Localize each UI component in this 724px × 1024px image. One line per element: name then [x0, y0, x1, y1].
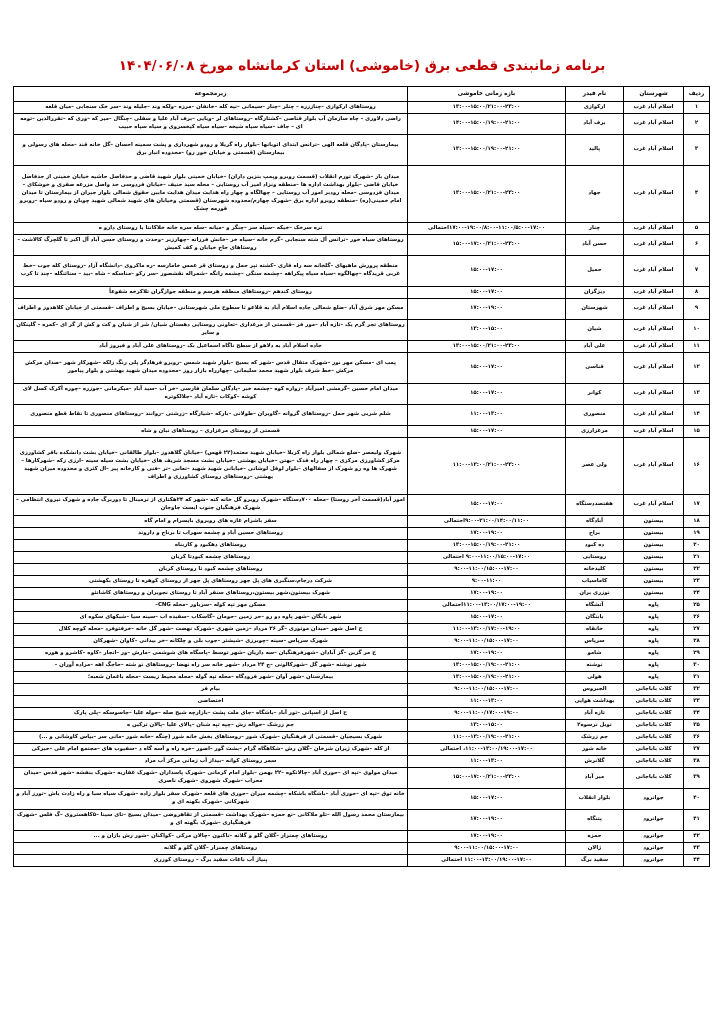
cell-feeder: سرپاس	[566, 636, 624, 648]
cell-subcategory: شهرک ولیعصر –ضلع شمالی بلوار راه کربلا –خیابان شهید معتمد(۲۲ قهس) –خیابان گلاهدوز –بلوار طالقانی –خیابان بشت دانشکده باقر کشاورزی مرکز کشاورزی مرکزی – چهار راه فدک –بهتن –خیابان بهشتی –خیابان بشت مسجد شریف های –خیابان بشت سیله سینه –ارزی زکه –شهرکارها –شهرک ها وه رو شهرک از سفالهای –بلوار لوقل لوشانی –خیابانی شهید شهید –تعانی –تر –فنی و کارخانه پیر –ال کثری و محدوده میران شهید بهشتی –روستاهای روستای کشاورزی و اطراف	[14, 438, 408, 495]
cell-shahrestan: کلات باباجانی	[624, 768, 684, 789]
table-row	[14, 789, 710, 810]
table-row	[14, 405, 710, 426]
cell-radif: ۱۹	[684, 528, 710, 540]
table-row	[14, 516, 710, 528]
cell-subcategory: روستاهای ارکوازی –چناززره – چنلر –چنار –سیمانی –نیه کله –خانفان –مرزه –ولکه وند –جلیله وند –سر خک سنجابی –میان قلعه	[14, 102, 408, 114]
cell-feeder: ژالان	[566, 843, 624, 855]
cell-radif: ۳۴	[684, 708, 710, 720]
cell-subcategory: روستاهای چمنزار –گلان گلو و گلانه –تاکنون –چالان مرکی –کواکنان –شور رش بازان و ...	[14, 831, 408, 843]
cell-radif: ۱۶	[684, 438, 710, 495]
table-row	[14, 353, 710, 384]
table-row	[14, 624, 710, 636]
cell-shahrestan: اسلام آباد غرب	[624, 426, 684, 438]
cell-outage-time: ۱۵:۰۰-۱۷:۰۰	[408, 789, 566, 810]
cell-radif: ۹	[684, 299, 710, 320]
table-row	[14, 588, 710, 600]
cell-shahrestan: اسلام آباد غرب	[624, 223, 684, 235]
cell-outage-time: ۹:۰۰-۲۱:۰۰/۱۴:۰۰/۱۱:۰۰احتمالی	[408, 516, 566, 528]
cell-feeder: نوشنه	[566, 660, 624, 672]
cell-radif: ۲	[684, 114, 710, 135]
cell-radif: ۳۹	[684, 768, 710, 789]
cell-outage-time: ۱۳:۰۰-۱۵:۰۰/۱۹:۰۰-۲۱:۰۰	[408, 660, 566, 672]
cell-outage-time: ۱۱:۰۰-۱۳:۰۰/۲۱:۰۰-۲۳:۰۰	[408, 438, 566, 495]
cell-outage-time: ۱۵:۰۰-۱۷:۰۰	[408, 287, 566, 299]
cell-subcategory: سفر باشرام غازه های روبروی بایسرام و امام گاه	[14, 516, 408, 528]
cell-radif: ۳۳	[684, 696, 710, 708]
cell-subcategory: بیمارستان –شهر آوان –شهر فرودگاه –محله تپه گوله –محله محیط زیست –محله باغمان شعبه؛	[14, 672, 408, 684]
cell-feeder: جم زرشک	[566, 732, 624, 744]
table-row	[14, 384, 710, 405]
cell-shahrestan: جوانرود	[624, 810, 684, 831]
cell-feeder: برف آباد	[566, 114, 624, 135]
cell-outage-time: ۹:۰۰-۱۱:۰۰/۱۵:۰۰-۱۷:۰۰	[408, 684, 566, 696]
cell-outage-time: ۱۷:۰۰-۱۹:۰۰	[408, 810, 566, 831]
cell-radif: ۵	[684, 223, 710, 235]
table-row	[14, 287, 710, 299]
cell-subcategory: روستاهای سیاه خور –ترانس آل شته سنجابی –گرم خانه –سیاه خر –خانش فرزانه –چهارزبر –وحدت و روستای حسن آباد آل اکبر تا گلچرگ کالاشت – روستاهای حاج خیابان و کف کمیش	[14, 235, 408, 256]
cell-subcategory: شهرک بسیجیان –قسمتی از فرهنگیان –شهرک شور –روستاهای بخش خانه شور (چنگه –خانه شور –مانی سر –بیاس کاوشانی و ...)	[14, 732, 408, 744]
cell-shahrestan: کلات باباجانی	[624, 696, 684, 708]
table-row	[14, 636, 710, 648]
table-row	[14, 720, 710, 732]
cell-subcategory: روستاهای چشمه کبود تا روستای کربان	[14, 564, 408, 576]
cell-outage-time: ۱۳:۰۰-۱۵:۰۰/۱۹:۰۰-۲۱:۰۰	[408, 672, 566, 684]
cell-shahrestan: پاوه	[624, 660, 684, 672]
table-row	[14, 600, 710, 612]
cell-subcategory: قسمتی از روستای مرغزاری – روستاهای نبان و شاه	[14, 426, 408, 438]
cell-feeder: ولی عصر	[566, 438, 624, 495]
cell-feeder: دیزگران	[566, 287, 624, 299]
cell-feeder: میر آباد	[566, 768, 624, 789]
cell-shahrestan: اسلام آباد غرب	[624, 384, 684, 405]
cell-shahrestan: پاوه	[624, 624, 684, 636]
table-row	[14, 135, 710, 166]
cell-feeder: حسن آباد	[566, 235, 624, 256]
cell-radif: ۲۸	[684, 636, 710, 648]
table-row	[14, 576, 710, 588]
cell-outage-time: ۱۱:۰۰-۱۳:۰۰	[408, 405, 566, 426]
cell-outage-time: ۱۵:۰۰-۱۷:۰۰	[408, 256, 566, 287]
cell-outage-time: ۱۳:۰۰-۱۵:۰۰/۱۹:۰۰-۲۱:۰۰	[408, 540, 566, 552]
cell-subcategory: میدان امام حسین –گرمشی امیرآباد –زواره کوه –چشمه خبر –پادگان سلمان فارسی –خر آب –سید آباد –میکرمانی –جوزره –چوره آکرک کسل لای کوشه –کوکاب –تازه آباد –جلالکوتره	[14, 384, 408, 405]
cell-outage-time: ۱۱:۰۰-۱۳:۰۰/۱۷:۰۰-۱۹:۰۰احتمالی	[408, 600, 566, 612]
cell-subcategory: امور آباد(قسمت آخر روستا) –محله ۷۰۰دستگاه –شهرک روبرو گل خانه کنه –شهر که ۲۴هکتاری از ترمینال تا دوربرگ جاده و شهرک نیروی انتظامی – شهرک فرهنگیان جنوب ایست جاوجان	[14, 495, 408, 516]
column-header-radif: ردیف	[684, 87, 710, 102]
outage-schedule-table	[13, 86, 710, 867]
cell-subcategory: شهر بابگان –شهر پاوه دو رو –حر زمین –حومان –گاسکاب –سفیده اب –سینه سیا –شبکهای سکوه ای	[14, 612, 408, 624]
table-row	[14, 855, 710, 867]
cell-outage-time: ۱۱:۰۰-۱۳:۰۰	[408, 696, 566, 708]
cell-shahrestan: اسلام آباد غرب	[624, 320, 684, 341]
cell-feeder: چنار	[566, 223, 624, 235]
cell-feeder: حمیل	[566, 256, 624, 287]
cell-shahrestan: پاوه	[624, 672, 684, 684]
cell-feeder: قناسی	[566, 353, 624, 384]
cell-subcategory: شلم شربی شهر حمل –روستاهای گروانه –گاوبران –طولانی –بارکه –شیارگاه –زرشتی –روانند –روستاهای منصوری تا نقاط قطع منصوری	[14, 405, 408, 426]
cell-feeder: کلیدخانه	[566, 564, 624, 576]
cell-shahrestan: بیستون	[624, 552, 684, 564]
cell-shahrestan: پاوه	[624, 600, 684, 612]
cell-shahrestan: جوانرود	[624, 831, 684, 843]
table-row	[14, 831, 710, 843]
cell-feeder: هفتصددستگاه	[566, 495, 624, 516]
table-row	[14, 166, 710, 223]
cell-subcategory: روستاهای چمنزار –گلان گلو و گلانه	[14, 843, 408, 855]
cell-subcategory: ح اصل شهر –میدان موتوری –گر ۲۶ مرداد –زمین شهری –شهرک نهضت –شهر گل خانه –خرفتوفرد –محله کوچه کلال	[14, 624, 408, 636]
cell-radif: ۲۹	[684, 648, 710, 660]
table-row	[14, 426, 710, 438]
table-row	[14, 684, 710, 696]
cell-feeder: کوانر	[566, 384, 624, 405]
table-row	[14, 495, 710, 516]
table-header-row	[14, 87, 710, 102]
cell-outage-time: ۱۵:۰۰-۱۷:۰۰	[408, 353, 566, 384]
cell-subcategory: شرکت درجام،سنگبری های پل جهر روستاهای پل جهر از روستای کوهره تا روستای بکهشتی	[14, 576, 408, 588]
cell-subcategory: مسکن مهر شرق آباد –ضلع شمالی جاده اسلام آباد به قلاعو تا سطوح ملی شهرستانی –خیابان بسیج و اطراف –قسمتی از خیابان کلاهدوز و اطراف	[14, 299, 408, 320]
column-header-baze: بازه زمانی خاموشی	[408, 87, 566, 102]
cell-subcategory: روستاهای دهکبود و کاربناه	[14, 540, 408, 552]
cell-outage-time: ۱۳:۰۰-۱۵:۰۰	[408, 320, 566, 341]
cell-shahrestan: اسلام آباد غرب	[624, 235, 684, 256]
cell-shahrestan: کلات باباجانی	[624, 732, 684, 744]
table-body	[14, 102, 710, 867]
cell-outage-time: ۱۳:۰۰-۱۵:۰۰/۲۱:۰۰-۲۳:۰۰	[408, 102, 566, 114]
cell-radif: ۴	[684, 166, 710, 223]
cell-shahrestan: اسلام آباد غرب	[624, 341, 684, 353]
table-row	[14, 744, 710, 756]
cell-radif: ۲۵	[684, 600, 710, 612]
cell-radif: ۱۵	[684, 426, 710, 438]
cell-radif: ۳	[684, 135, 710, 166]
cell-outage-time: ۱۵:۰۰-۱۷:۰۰	[408, 495, 566, 516]
cell-radif: ۴۲	[684, 831, 710, 843]
table-row	[14, 102, 710, 114]
cell-shahrestan: پاوه	[624, 648, 684, 660]
cell-shahrestan: بیستون	[624, 516, 684, 528]
cell-radif: ۲۱	[684, 552, 710, 564]
cell-radif: ۳۵	[684, 720, 710, 732]
cell-shahrestan: کلات باباجانی	[624, 708, 684, 720]
schedule-table-container	[14, 86, 710, 867]
cell-feeder: علی آباد	[566, 341, 624, 353]
cell-feeder: الجبروس	[566, 684, 624, 696]
table-row	[14, 756, 710, 768]
table-row	[14, 648, 710, 660]
cell-feeder: مرغزارزی	[566, 426, 624, 438]
column-header-shahrestan: شهرستان	[624, 87, 684, 102]
cell-radif: ۳۲	[684, 684, 710, 696]
cell-outage-time: ۱۱:۰۰-۱۳:۰۰/۱۷:۰۰-۱۹:۰۰	[408, 624, 566, 636]
table-row	[14, 768, 710, 789]
cell-radif: ۳۶	[684, 732, 710, 744]
cell-shahrestan: جوانرود	[624, 789, 684, 810]
cell-subcategory: تره سرخک –خیکه –سیله سر –چنگر و –میانه –سله سره خانه خلاکانتا یا روستای دارو ه	[14, 223, 408, 235]
cell-outage-time: ۹:۰۰-۱۱:۰۰/۱۵:۰۰-۱۷:۰۰	[408, 636, 566, 648]
cell-outage-time: ۱۳:۰۰-۱۵:۰۰/۱۹:۰۰-۲۱:۰۰	[408, 135, 566, 166]
cell-outage-time: ۹:۰۰-۱۱:۰۰/۱۵:۰۰-۱۷:۰۰	[408, 564, 566, 576]
cell-subcategory: روستای کندهم –روستاهای منطقه هرسم و منطقه جوازگران تلاکرخه شفوعاً	[14, 287, 408, 299]
cell-radif: ۲۴	[684, 588, 710, 600]
cell-radif: ۲۰	[684, 540, 710, 552]
cell-subcategory: شهرک بیستون،شهر بیستون،روستاهای سنفر آباد تا روستای نجوبران و روستاهای کاشانئو	[14, 588, 408, 600]
cell-feeder: بابنگان	[566, 612, 624, 624]
cell-feeder: روستایی	[566, 552, 624, 564]
table-header	[14, 87, 710, 102]
cell-subcategory: بیمارستان محمد رسول الله –تلو ملاکانی –تع حمزه –شهرک بهداشت –قسمتی از تقاهروضی –میدان بسیج –تای سینا –۵کاهستروی –گ فلس –شهرک فرهنگیاری –شهرک بگهنه ای و	[14, 810, 408, 831]
cell-radif: ۳۸	[684, 756, 710, 768]
cell-subcategory: ح اصل از اسپانی –تور آباد –باشگاه –جای ملت پشت –بازارچه شیخ صله –حوله علیا –جاسوسکه –پلی پارک	[14, 708, 408, 720]
cell-outage-time: ۱۴:۰۰-۱۵:۰۰/۱۹:۰۰-۲۱:۰۰	[408, 114, 566, 135]
cell-radif: ۴۳	[684, 843, 710, 855]
cell-feeder: ده کبود	[566, 540, 624, 552]
table-row	[14, 114, 710, 135]
cell-feeder: پالید	[566, 135, 624, 166]
cell-feeder: منصوری	[566, 405, 624, 426]
table-row	[14, 438, 710, 495]
cell-subcategory: میدان مولوی –تپه ای –حوری آباد –چالانکوه –۲۲ بهمن –بلوار امام کرمانی –شهرک پاسداران –شهرک غفاریه –شهرک بنفشه –شهر قدس –میدان محراب –شهرک شهروی –شهرک ناصری	[14, 768, 408, 789]
cell-subcategory: میدان بار –شهرک تورم انقلاب (قسمت روبرو وپمپ بنزین داران) –خیابان خمینی بلوار شهید قاضی و حدفاصل حاشیه خیابان خمینی از حدفاصل خیابان قاضی –بلوار بهداشت اداره ها –منطقه ونزاد امیر آب روستایی – محله سید حنیف –خیابان فردوسی حد واصل مزرعه صفری و خوشکای –میدان فردوسی –محله رودبر امور آب روستایی – چهالگاه و چهار راه هدایت میدان هدایت مابین حقوق شمالی بلوار جبران از بیمارستان تا میدان امام خمینی(ره) –منطقه روبرو اداره برق –شهرک چهارم/محدوده شهرستان (قسمتی وخیابان های شهید شمالی شهید چوبان و رودو سیاه –روبرو قورمه چشک	[14, 166, 408, 223]
cell-radif: ۲۶	[684, 612, 710, 624]
cell-shahrestan: جوانرود	[624, 855, 684, 867]
cell-subcategory: پمب ای –مسکن مهر نور –شهرک متقال قدس –شهر که بسیج –بلوار شهید شمس –روبرو فرهادگر پلی رنگ زلکه –شهرکار شهر –صدان مرکش مرکش –خط شرف بلوار شهید محمد سلیمانی –چهارراه بازار روز –محدوده میدان شهید بهشتی و بلوار پیامور	[14, 353, 408, 384]
table-row	[14, 528, 710, 540]
cell-shahrestan: اسلام آباد غرب	[624, 353, 684, 384]
table-row	[14, 235, 710, 256]
table-row	[14, 612, 710, 624]
cell-subcategory: شهر نوشته –شهر گل –شهرکالونی –چ ۲۴ مرداد –شهر خانه سر راه نهضا –روستاهای نو شته –حاجگ اهه –مراده آوران –	[14, 660, 408, 672]
cell-subcategory: بیام فر	[14, 684, 408, 696]
cell-subcategory: اختصاصی	[14, 696, 408, 708]
cell-outage-time: ۱۵:۰۰-۱۷:۰۰	[408, 426, 566, 438]
cell-subcategory: جاده اسلام آباد به دلاهو از سطح ناگاه اسماعیل بک –روستاهای علی آباد و فیروز آباد	[14, 341, 408, 353]
cell-feeder: شهرستان	[566, 299, 624, 320]
cell-outage-time: ۱۵:۰۰-۱۷:۰۰/۲۱:۰۰-۲۳:۰۰	[408, 235, 566, 256]
cell-shahrestan: بیستون	[624, 564, 684, 576]
cell-subcategory: راضی دلاوری – چاه سازمان آب بلوار قناصی –کشتارگاه –روستاهای لر –ویایی –برف آباد علیا و سفلی –چنگال –میر که –وری که –تقررالدین –تومه ای – جاف –سیاه سیاه شیخه –سیاه سیاه کیخسروی و سیاه سیاه حبیب	[14, 114, 408, 135]
cell-outage-time: ۱۱:۰۰-۱۳:۰۰/۱۹:۰۰-۱۷:۰۰، احتمالی	[408, 744, 566, 756]
table-row	[14, 320, 710, 341]
cell-feeder: پتنگاه	[566, 810, 624, 831]
cell-feeder: بهداشت هوایی	[566, 696, 624, 708]
cell-feeder: آبادگاه	[566, 516, 624, 528]
cell-shahrestan: اسلام آباد غرب	[624, 495, 684, 516]
cell-shahrestan: بیستون	[624, 576, 684, 588]
cell-feeder: خانه شور	[566, 744, 624, 756]
cell-feeder: براج	[566, 528, 624, 540]
cell-radif: ۱۷	[684, 495, 710, 516]
cell-shahrestan: اسلام آباد غرب	[624, 299, 684, 320]
table-row	[14, 660, 710, 672]
cell-shahrestan: اسلام آباد غرب	[624, 256, 684, 287]
table-row	[14, 672, 710, 684]
cell-subcategory: روستاهای حسین آباد و چشمه سهراب تا برناج و داروند	[14, 528, 408, 540]
table-row	[14, 696, 710, 708]
cell-radif: ۱۴	[684, 405, 710, 426]
cell-subcategory: پنیاژ آب باغات سفید برگ – روستای کوزری	[14, 855, 408, 867]
cell-subcategory: روستاهای چشمه کبودتا کربان	[14, 552, 408, 564]
cell-radif: ۲۲	[684, 564, 710, 576]
cell-shahrestan: کلات باباجانی	[624, 684, 684, 696]
cell-subcategory: ح مر گزین –گز آبادان –شهرفرهنگیان –سه داریان –شهر توسط –پاسگاه های شوشمی –مارش –ور –انجار –کاوه –کاشرو و هوره	[14, 648, 408, 660]
cell-feeder: شامو	[566, 648, 624, 660]
column-header-zirmajmue: زیرمجموعه	[14, 87, 408, 102]
cell-outage-time: ۱۵:۰۰-۱۷:۰۰	[408, 384, 566, 405]
cell-outage-time: ۱۱:۰۰-۱۳:۰۰	[408, 756, 566, 768]
cell-shahrestan: کلات باباجانی	[624, 720, 684, 732]
cell-shahrestan: اسلام آباد غرب	[624, 287, 684, 299]
cell-radif: ۸	[684, 287, 710, 299]
cell-outage-time: ۱۱:۰۰-۱۳:۰۰/۱۹:۰۰-۱۷:۰۰ احتمالی	[408, 855, 566, 867]
table-row	[14, 540, 710, 552]
column-header-feeder: نام فیدر	[566, 87, 624, 102]
table-row	[14, 223, 710, 235]
cell-subcategory: سمر روستای کوانه –بیداز آب زمانی مرکز آب مراد	[14, 756, 408, 768]
cell-radif: ۱۱	[684, 341, 710, 353]
cell-subcategory: منطقه پرورش ماهیهای –گلخانه سه راه فاری –کشته تپر حمل و روستای قر عمس خامارسه –ره ماکروی –دانشگاه آزاد –روستای کله جوب –خط غربی قریدگاه –چهالگوه –سیاه سیاه پیکراهه –چشمه سنگی –چشمه رانگه –شمراله نقشصور –سر رکو –مناسکه – شاه –بید – سنائنگله –چند تا کرب	[14, 256, 408, 287]
cell-subcategory: بیمارستان –پادگان قلعه الهی –ترانس ابتدای اتوبانها –بلوار راه گریلا و رودو شهرداری و پشت سمینه احسان –گل خانه قند –محله های رسولی و بیمارستان (قسمتی و خیابان خور رو) –محدوده انبار برق	[14, 135, 408, 166]
table-row	[14, 564, 710, 576]
cell-radif: ۱۲	[684, 353, 710, 384]
cell-shahrestan: کلات باباجانی	[624, 744, 684, 756]
cell-feeder: گلانرش	[566, 756, 624, 768]
table-row	[14, 552, 710, 564]
cell-outage-time: ۱۱:۰۰-۱۳:۰۰/۱۹:۰۰-۲۱:۰۰	[408, 732, 566, 744]
cell-radif: ۴۴	[684, 855, 710, 867]
cell-subcategory: خانه توق –تپه ای –حوری آباد –باشگاه باشکاه –چشمه میران –حوری های قلعه –شهرک سفر بلوار زاده –شهرک سیاه سبا و راه زادت باش –تورز آباد و شهرکانی –شهرک بکهنه ای و	[14, 789, 408, 810]
cell-outage-time: ۹:۰۰-۱۱:۰۰/۱۵:۰۰-۱۷:۰۰ احتمالی	[408, 552, 566, 564]
cell-feeder: خانقاه	[566, 624, 624, 636]
table-row	[14, 341, 710, 353]
cell-feeder: تازه آباد	[566, 708, 624, 720]
cell-outage-time: ۹:۰۰-۱۱:۰۰/۱۷:۰۰-۱۹:۰۰	[408, 708, 566, 720]
cell-radif: ۳۱	[684, 672, 710, 684]
cell-shahrestan: اسلام آباد غرب	[624, 438, 684, 495]
table-row	[14, 843, 710, 855]
cell-outage-time: ۹:۰۰-۱۱:۰۰	[408, 576, 566, 588]
cell-radif: ۲۷	[684, 624, 710, 636]
cell-shahrestan: پاوه	[624, 612, 684, 624]
cell-feeder: هولی	[566, 672, 624, 684]
cell-outage-time: ۹:۰۰-۱۱:۰۰/۱۵:۰۰-۱۷:۰۰	[408, 843, 566, 855]
cell-feeder: توبل نرسوه۲	[566, 720, 624, 732]
table-row	[14, 256, 710, 287]
cell-radif: ۱۸	[684, 516, 710, 528]
cell-shahrestan: بیستون	[624, 528, 684, 540]
cell-radif: ۱۰	[684, 320, 710, 341]
table-row	[14, 708, 710, 720]
cell-outage-time: ۱۷:۰۰-۱۹:۰۰	[408, 588, 566, 600]
cell-outage-time: ۱۵:۰۰-۱۷:۰۰/۲۱:۰۰-۲۳:۰۰	[408, 768, 566, 789]
cell-radif: ۱۳	[684, 384, 710, 405]
cell-subcategory: روستاهای تجر گرم یک –تازه آباد –مور فر –قسمتی از مرغداری –تعاونی روستایی دهستان شیان/ شر از شیان و کت و کش از گر ای –کمره – گلینکان و سایر	[14, 320, 408, 341]
cell-shahrestan: اسلام آباد غرب	[624, 114, 684, 135]
cell-shahrestan: اسلام آباد غرب	[624, 135, 684, 166]
cell-outage-time: ۱۷:۰۰-۱۹:۰۰/۸:۰۰-۱۱:۰۰/۵:۰۰-۱۷:۰۰احتمالی	[408, 223, 566, 235]
cell-subcategory: جم زرشک –حواله زش –چپه تپه شنان –پالای علیا –پالان ترکین ه	[14, 720, 408, 732]
cell-shahrestan: پاوه	[624, 636, 684, 648]
table-row	[14, 810, 710, 831]
cell-radif: ۷	[684, 256, 710, 287]
cell-radif: ۶	[684, 235, 710, 256]
cell-feeder: حمزه	[566, 831, 624, 843]
cell-shahrestan: اسلام آباد غرب	[624, 166, 684, 223]
cell-outage-time: ۱۷:۰۰-۱۹:۰۰	[408, 831, 566, 843]
cell-outage-time: ۱۷:۰۰-۱۹:۰۰	[408, 528, 566, 540]
cell-feeder: کاماسیاب	[566, 576, 624, 588]
cell-radif: ۱	[684, 102, 710, 114]
cell-outage-time: ۱۷:۰۰-۱۹:۰۰	[408, 648, 566, 660]
cell-radif: ۳۷	[684, 744, 710, 756]
cell-shahrestan: اسلام آباد غرب	[624, 102, 684, 114]
cell-feeder: آتشگاه	[566, 600, 624, 612]
table-row	[14, 732, 710, 744]
cell-subcategory: مسکن مهر تپه کوله –سرباور –محله CNG–	[14, 600, 408, 612]
cell-feeder: سفید برگ	[566, 855, 624, 867]
cell-subcategory: از کله –شهرک ژیران شرخان –گلان رش –شکاهگاه گرام –بشت گور –اصور –خره راه و آسه گاه د –سفیوب های –مجتمع امام علی –حبرکی	[14, 744, 408, 756]
table-row	[14, 299, 710, 320]
cell-outage-time: ۱۷:۰۰-۱۹:۰۰	[408, 299, 566, 320]
cell-feeder: نوزری بران	[566, 588, 624, 600]
cell-shahrestan: اسلام آباد غرب	[624, 405, 684, 426]
cell-outage-time: ۱۵:۰۰-۱۷:۰۰	[408, 612, 566, 624]
cell-radif: ۴۱	[684, 810, 710, 831]
cell-shahrestan: جوانرود	[624, 843, 684, 855]
cell-outage-time: ۱۳:۰۰-۱۵:۰۰	[408, 720, 566, 732]
cell-radif: ۲۳	[684, 576, 710, 588]
cell-feeder: شیان	[566, 320, 624, 341]
cell-feeder: ارکوازی	[566, 102, 624, 114]
cell-feeder: بلوار انقلاب	[566, 789, 624, 810]
cell-shahrestan: بیستون	[624, 540, 684, 552]
cell-outage-time: ۱۳:۰۰-۱۵:۰۰/۲۱:۰۰-۲۳:۰۰	[408, 166, 566, 223]
page-title: برنامه زمانبندی قطعی برق (خاموشی) استان کرمانشاه مورخ ۱۴۰۴/۰۶/۰۸	[118, 58, 606, 74]
cell-radif: ۳۰	[684, 660, 710, 672]
cell-shahrestan: بیستون	[624, 588, 684, 600]
cell-subcategory: شهرک سرپاس –سینه –چوبرزی –شیشتر –جوب بلی و چلکانه –خر بیدانی –کاوان –شهرکان	[14, 636, 408, 648]
cell-feeder: جهاد	[566, 166, 624, 223]
cell-radif: ۴۰	[684, 789, 710, 810]
cell-shahrestan: کلات باباجانی	[624, 756, 684, 768]
cell-outage-time: ۱۳:۰۰-۱۵:۰۰/۲۱:۰۰-۲۳:۰۰	[408, 341, 566, 353]
